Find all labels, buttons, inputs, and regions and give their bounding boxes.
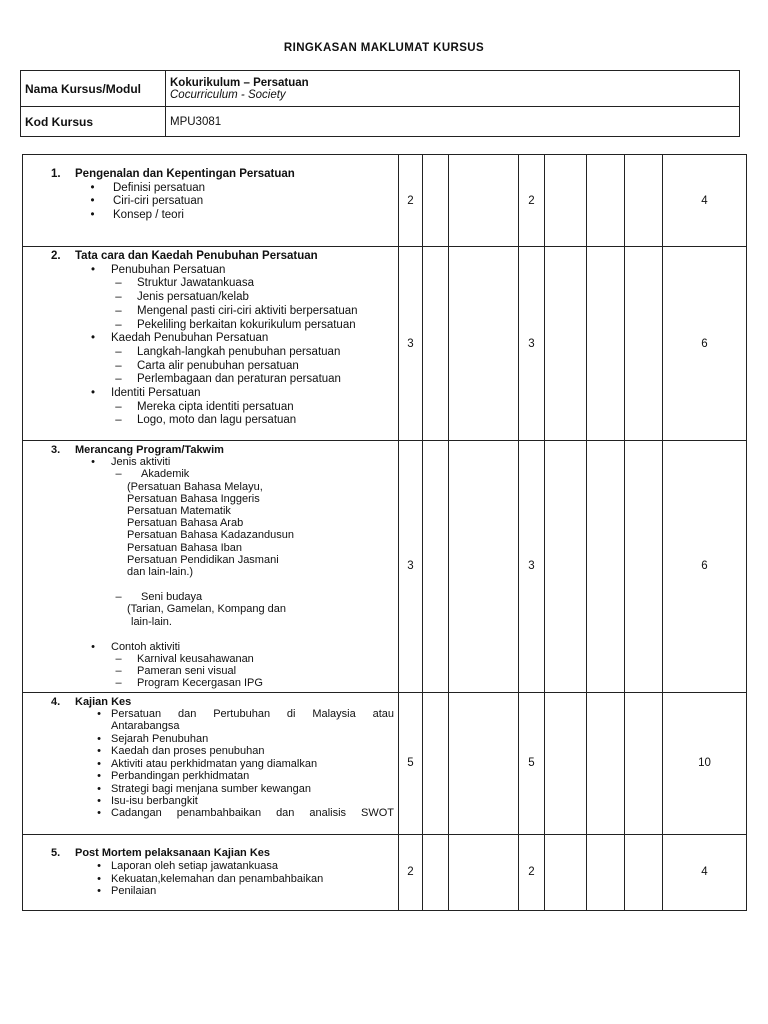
topic-4-value-a: 5	[399, 692, 423, 834]
topic-4-number: 4.	[51, 695, 61, 708]
topic-3-sub-item: Program Kecergasan IPG	[137, 677, 263, 690]
topic-1-heading: Pengenalan dan Kepentingan Persatuan	[75, 168, 295, 180]
topic-4-item: Aktiviti atau perkhidmatan yang diamalkan	[111, 757, 318, 770]
topic-3-akademik-line: Persatuan Bahasa Kadazandusun	[127, 529, 294, 542]
topic-2-sub-item: Carta alir penubuhan persatuan	[137, 359, 299, 372]
topic-5-total: 4	[663, 834, 747, 910]
topic-2-number: 2.	[51, 250, 61, 262]
topic-1-item: Ciri-ciri persatuan	[113, 195, 204, 208]
topic-5-number: 5.	[51, 847, 61, 860]
topic-row-1	[23, 155, 747, 247]
course-name-cell	[166, 71, 740, 107]
topic-2-sub-item: Jenis persatuan/kelab	[137, 291, 249, 304]
topic-2-content: 2. Tata cara dan Kaedah Penubuhan Persatuan • Penubuhan Persatuan – Struktur Jawatankuasa – Jenis persatuan/kelab – Mengenal pasti ciri-ciri aktiviti berpersatuan – Pekeliling berkaitan kokurikulum persatuan • Kaedah Penubuhan Persatuan – Langkah-langkah penubuhan persatuan – Carta alir penubuhan persatuan – Perlembagaan dan peraturan persatuan • Identiti Persatuan – Mereka cipta identiti persatuan – Logo, moto dan lagu persatuan	[23, 247, 399, 441]
topic-1-value-a: 2	[399, 155, 423, 247]
topic-3-akademik-line: Persatuan Pendidikan Jasmani	[127, 553, 279, 566]
topic-5-value-b: 2	[519, 834, 545, 910]
topic-1-content: 1. Pengenalan dan Kepentingan Persatuan • Definisi persatuan • Ciri-ciri persatuan • Konsep / teori	[23, 155, 399, 247]
topic-2-sub-item: Struktur Jawatankuasa	[137, 277, 254, 290]
topic-row-2	[23, 247, 747, 441]
topic-2-sub-item: Pekeliling berkaitan kokurikulum persatuan	[137, 318, 356, 331]
topic-3-akademik-line: (Persatuan Bahasa Melayu,	[127, 480, 263, 493]
topic-4-item: Isu-isu berbangkit	[111, 794, 198, 807]
topic-2-group-label: Penubuhan Persatuan	[111, 263, 226, 276]
topic-row-3	[23, 441, 747, 693]
topic-4-item: Persatuan dan Pertubuhan di Malaysia atau Antarabangsa	[111, 708, 394, 733]
topic-4-value-b: 5	[519, 692, 545, 834]
topic-3-akademik-line: Persatuan Bahasa Iban	[127, 541, 242, 554]
topic-2-sub-item: Langkah-langkah penubuhan persatuan	[137, 345, 341, 358]
topic-1-value-b: 2	[519, 155, 545, 247]
topic-2-group-label: Identiti Persatuan	[111, 387, 201, 400]
topic-5-item: Penilaian	[111, 885, 157, 898]
topic-4-item: Sejarah Penubuhan	[111, 732, 209, 745]
topic-4-item: Kaedah dan proses penubuhan	[111, 745, 265, 758]
topic-3-seni-line: lain-lain.	[131, 615, 172, 628]
page-title: RINGKASAN MAKLUMAT KURSUS	[283, 42, 485, 54]
topic-2-total: 6	[663, 247, 747, 441]
topic-row-4	[23, 692, 747, 834]
topic-3-seni-label: Seni budaya	[141, 591, 203, 604]
topic-3-akademik-label: Akademik	[141, 468, 190, 481]
topic-5-item: Laporan oleh setiap jawatankuasa	[111, 860, 278, 873]
course-name: Kokurikulum – Persatuan	[170, 76, 309, 89]
topic-3-value-b: 3	[519, 441, 545, 693]
topic-3-number: 3.	[51, 444, 61, 456]
topic-3-value-a: 3	[399, 441, 423, 693]
topic-1-item: Konsep / teori	[113, 209, 184, 222]
topic-3-akademik-line: Persatuan Bahasa Arab	[127, 517, 244, 530]
topic-3-seni-line: (Tarian, Gamelan, Kompang dan	[127, 603, 286, 616]
topic-row-5	[23, 834, 747, 910]
course-info-table	[20, 70, 740, 137]
course-name-en: Cocurriculum - Society	[170, 88, 286, 101]
topic-3-akademik-line: Persatuan Bahasa Inggeris	[127, 492, 260, 505]
topic-2-sub-item: Logo, moto dan lagu persatuan	[137, 414, 297, 427]
topic-3-sub-item: Pameran seni visual	[137, 665, 237, 678]
topic-4-content: 4. Kajian Kes • Persatuan dan Pertubuhan di Malaysia atau Antarabangsa • Sejarah Penubuhan • Kaedah dan proses penubuhan • Aktiviti atau perkhidmatan yang diamalkan • Perbandingan perkhidmatan • Strategi bagi menjana sumber kewangan • Isu-isu berbangkit • Cadangan penambahbaikan dan analisis SWOT	[23, 692, 399, 834]
topic-5-item: Kekuatan,kelemahan dan penambahbaikan	[111, 872, 324, 885]
topic-1-item: Definisi persatuan	[113, 181, 206, 194]
topic-3-group-label: Jenis aktiviti	[111, 456, 171, 469]
course-name-label: Nama Kursus/Modul	[21, 71, 166, 107]
topic-2-group-label: Kaedah Penubuhan Persatuan	[111, 332, 269, 345]
topic-3-group-label: Contoh aktiviti	[111, 640, 181, 653]
topic-1-number: 1.	[51, 168, 61, 180]
topic-5-heading: Post Mortem pelaksanaan Kajian Kes	[75, 847, 271, 860]
topic-3-sub-item: Karnival keusahawanan	[137, 653, 254, 666]
topic-3-akademik-line: dan lain-lain.)	[127, 566, 194, 579]
topic-2-sub-item: Mengenal pasti ciri-ciri aktiviti berpersatuan	[137, 304, 358, 317]
topic-3-total: 6	[663, 441, 747, 693]
course-code: MPU3081	[166, 107, 740, 137]
topic-3-content: 3. Merancang Program/Takwim • Jenis aktiviti – Akademik (Persatuan Bahasa Melayu, Persatuan Bahasa Inggeris Persatuan Matematik Persatuan Bahasa Arab Persatuan Bahasa Kadazandusun Persatuan Bahasa Iban Persatuan Pendidikan Jasmani dan lain-lain.) – Seni budaya (Tarian, Gamelan, Kompang dan lain-lain. • Contoh aktiviti – Karnival keusahawanan – Pameran seni visual – Program Kecergasan IPG	[23, 441, 399, 693]
topic-2-value-b: 3	[519, 247, 545, 441]
topic-2-heading: Tata cara dan Kaedah Penubuhan Persatuan	[75, 250, 318, 262]
topics-table	[22, 154, 747, 911]
topic-1-total: 4	[663, 155, 747, 247]
topic-4-item: Cadangan penambahbaikan dan analisis SWOT	[111, 807, 394, 820]
topic-4-item: Strategi bagi menjana sumber kewangan	[111, 782, 311, 795]
topic-2-sub-item: Perlembagaan dan peraturan persatuan	[137, 373, 341, 386]
topic-2-value-a: 3	[399, 247, 423, 441]
topic-4-item: Perbandingan perkhidmatan	[111, 770, 250, 783]
topic-3-akademik-line: Persatuan Matematik	[127, 505, 231, 518]
topic-5-content: 5. Post Mortem pelaksanaan Kajian Kes • Laporan oleh setiap jawatankuasa • Kekuatan,kelemahan dan penambahbaikan • Penilaian	[23, 834, 399, 910]
topic-4-total: 10	[663, 692, 747, 834]
course-code-label: Kod Kursus	[21, 107, 166, 137]
topic-3-heading: Merancang Program/Takwim	[75, 444, 224, 456]
topic-5-value-a: 2	[399, 834, 423, 910]
topic-2-sub-item: Mereka cipta identiti persatuan	[137, 400, 294, 413]
topic-4-heading: Kajian Kes	[75, 695, 132, 708]
